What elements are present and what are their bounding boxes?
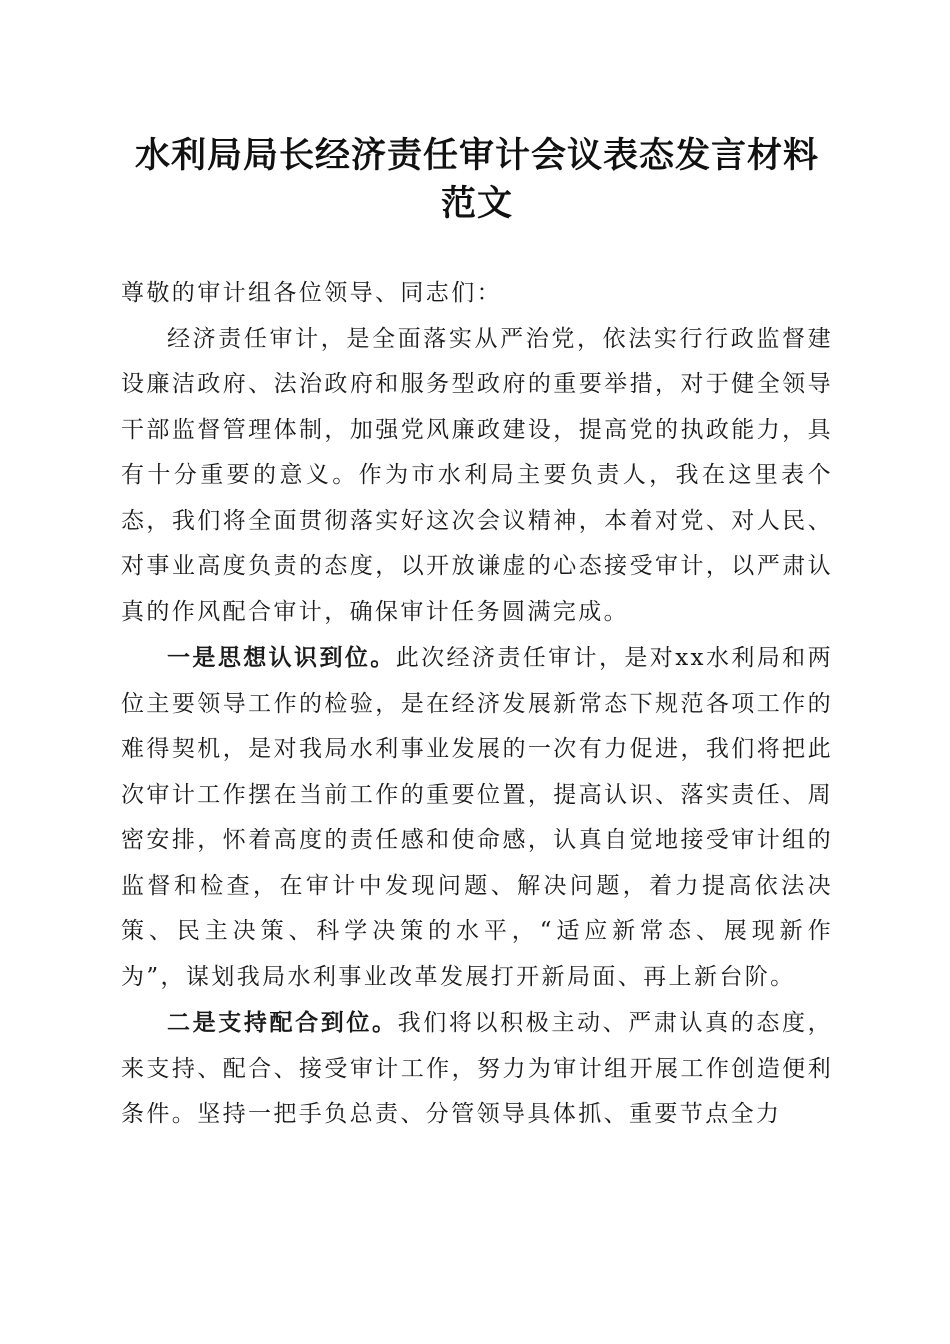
section-1-lead: 一是思想认识到位。 [167, 644, 396, 671]
intro-paragraph: 经济责任审计，是全面落实从严治党，依法实行行政监督建设廉洁政府、法治政府和服务型政府的重要举措，对于健全领导干部监督管理体制，加强党风廉政建设，提高党的执政能力，具有十分重要的意义。作为市水利局主要负责人，我在这里表个态，我们将全面贯彻落实好这次会议精神，本着对党、对人民、对事业高度负责的态度，以开放谦虚的心态接受审计，以严肃认真的作风配合审计，确保审计任务圆满完成。 [121, 325, 833, 625]
salutation: 尊敬的审计组各位领导、同志们： [121, 280, 502, 306]
section-1-text: 此次经济责任审计，是对xx水利局和两位主要领导工作的检验，是在经济发展新常态下规范各项工作的难得契机，是对我局水利事业发展的一次有力促进，我们将把此次审计工作摆在当前工作的重要位置，提高认识、落实责任、周密安排，怀着高度的责任感和使命感，认真自觉地接受审计组的监督和检查，在审计中发现问题、解决问题，着力提高依法决策、民主决策、科学决策的水平，“适应新常态、展现新作为”，谋划我局水利事业改革发展打开新局面、再上新台阶。 [121, 645, 833, 990]
section-paragraph-2 [121, 1000, 833, 1138]
section-paragraph-1 [121, 635, 833, 1000]
document-body [121, 271, 833, 1138]
document-page [121, 132, 833, 1138]
document-title: 水利局局长经济责任审计会议表态发言材料范文 [134, 135, 819, 224]
section-2-lead: 二是支持配合到位。 [167, 1009, 398, 1036]
section-2-text: 我们将以积极主动、严肃认真的态度，来支持、配合、接受审计工作，努力为审计组开展工作创造便利条件。坚持一把手负总责、分管领导具体抓、重要节点全力 [121, 1010, 833, 1127]
